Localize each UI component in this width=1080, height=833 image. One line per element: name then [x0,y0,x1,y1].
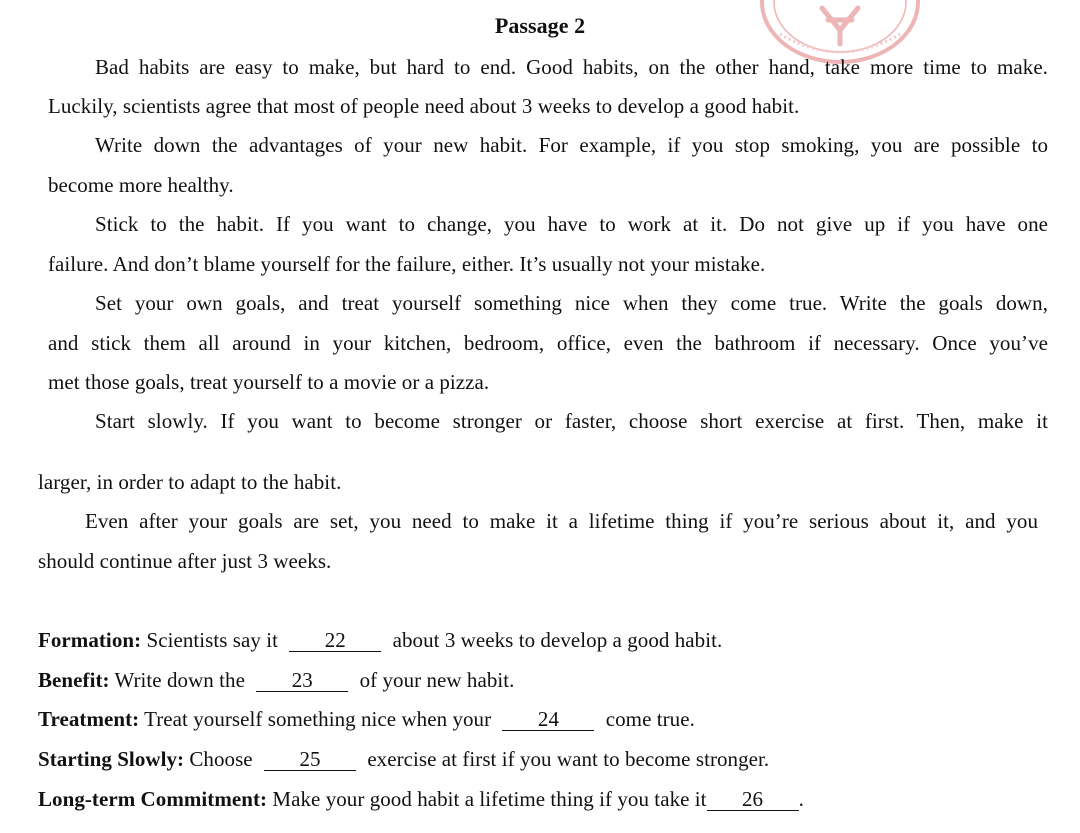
question-25-after: exercise at first if you want to become stronger. [367,747,770,771]
question-24-before: Treat yourself something nice when your [144,707,492,731]
question-25-before: Choose [189,747,253,771]
passage-title: Passage 2 [494,13,586,38]
question-22 [38,627,722,653]
paragraph-1-line-1: Bad habits are easy to make, but hard to end. Good habits, on the other hand, take more time to make. [95,55,1048,79]
answer-blank-23[interactable]: 23 [256,669,348,692]
answer-blank-22[interactable]: 22 [289,629,381,652]
paragraph-6-line-1: Even after your goals are set, you need to make it a lifetime thing if you’re serious about it, and you [85,509,1038,533]
question-22-label: Formation: [38,628,142,652]
paragraph-5-line-1: Start slowly. If you want to become stronger or faster, choose short exercise at first. Then, make it [95,409,1048,433]
question-26-after: . [798,787,804,811]
question-26-label: Long-term Commitment: [38,787,268,811]
paragraph-4-line-1: Set your own goals, and treat yourself something nice when they come true. Write the goals down, [95,291,1048,315]
paragraph-3-line-2: failure. And don’t blame yourself for the failure, either. It’s usually not your mistake. [48,252,766,276]
question-24-after: come true. [605,707,695,731]
question-23-label: Benefit: [38,668,110,692]
question-23-before: Write down the [114,668,245,692]
answer-blank-24[interactable]: 24 [502,708,594,731]
paragraph-6-line-2: should continue after just 3 weeks. [38,549,332,573]
question-22-after: about 3 weeks to develop a good habit. [392,628,723,652]
paragraph-1-line-2: Luckily, scientists agree that most of people need about 3 weeks to develop a good habit. [48,94,800,118]
question-23-after: of your new habit. [359,668,515,692]
question-22-before: Scientists say it [146,628,278,652]
question-25-label: Starting Slowly: [38,747,185,771]
paragraph-3-line-1: Stick to the habit. If you want to change, you have to work at it. Do not give up if you have one [95,212,1048,236]
question-23 [38,667,514,693]
question-25 [38,746,769,772]
question-26-before: Make your good habit a lifetime thing if you take it [272,787,707,811]
answer-blank-25[interactable]: 25 [264,748,356,771]
question-24 [38,706,695,732]
question-26 [38,786,804,812]
paragraph-4-line-2: and stick them all around in your kitchen, bedroom, office, even the bathroom if necessary. Once you’ve [48,331,1048,355]
paragraph-4-line-3: met those goals, treat yourself to a movie or a pizza. [48,370,490,394]
question-24-label: Treatment: [38,707,140,731]
paragraph-2-line-1: Write down the advantages of your new habit. For example, if you stop smoking, you are possible to [95,133,1048,157]
paragraph-2-line-2: become more healthy. [48,173,234,197]
paragraph-5-line-2: larger, in order to adapt to the habit. [38,470,342,494]
answer-blank-26[interactable]: 26 [707,788,799,811]
